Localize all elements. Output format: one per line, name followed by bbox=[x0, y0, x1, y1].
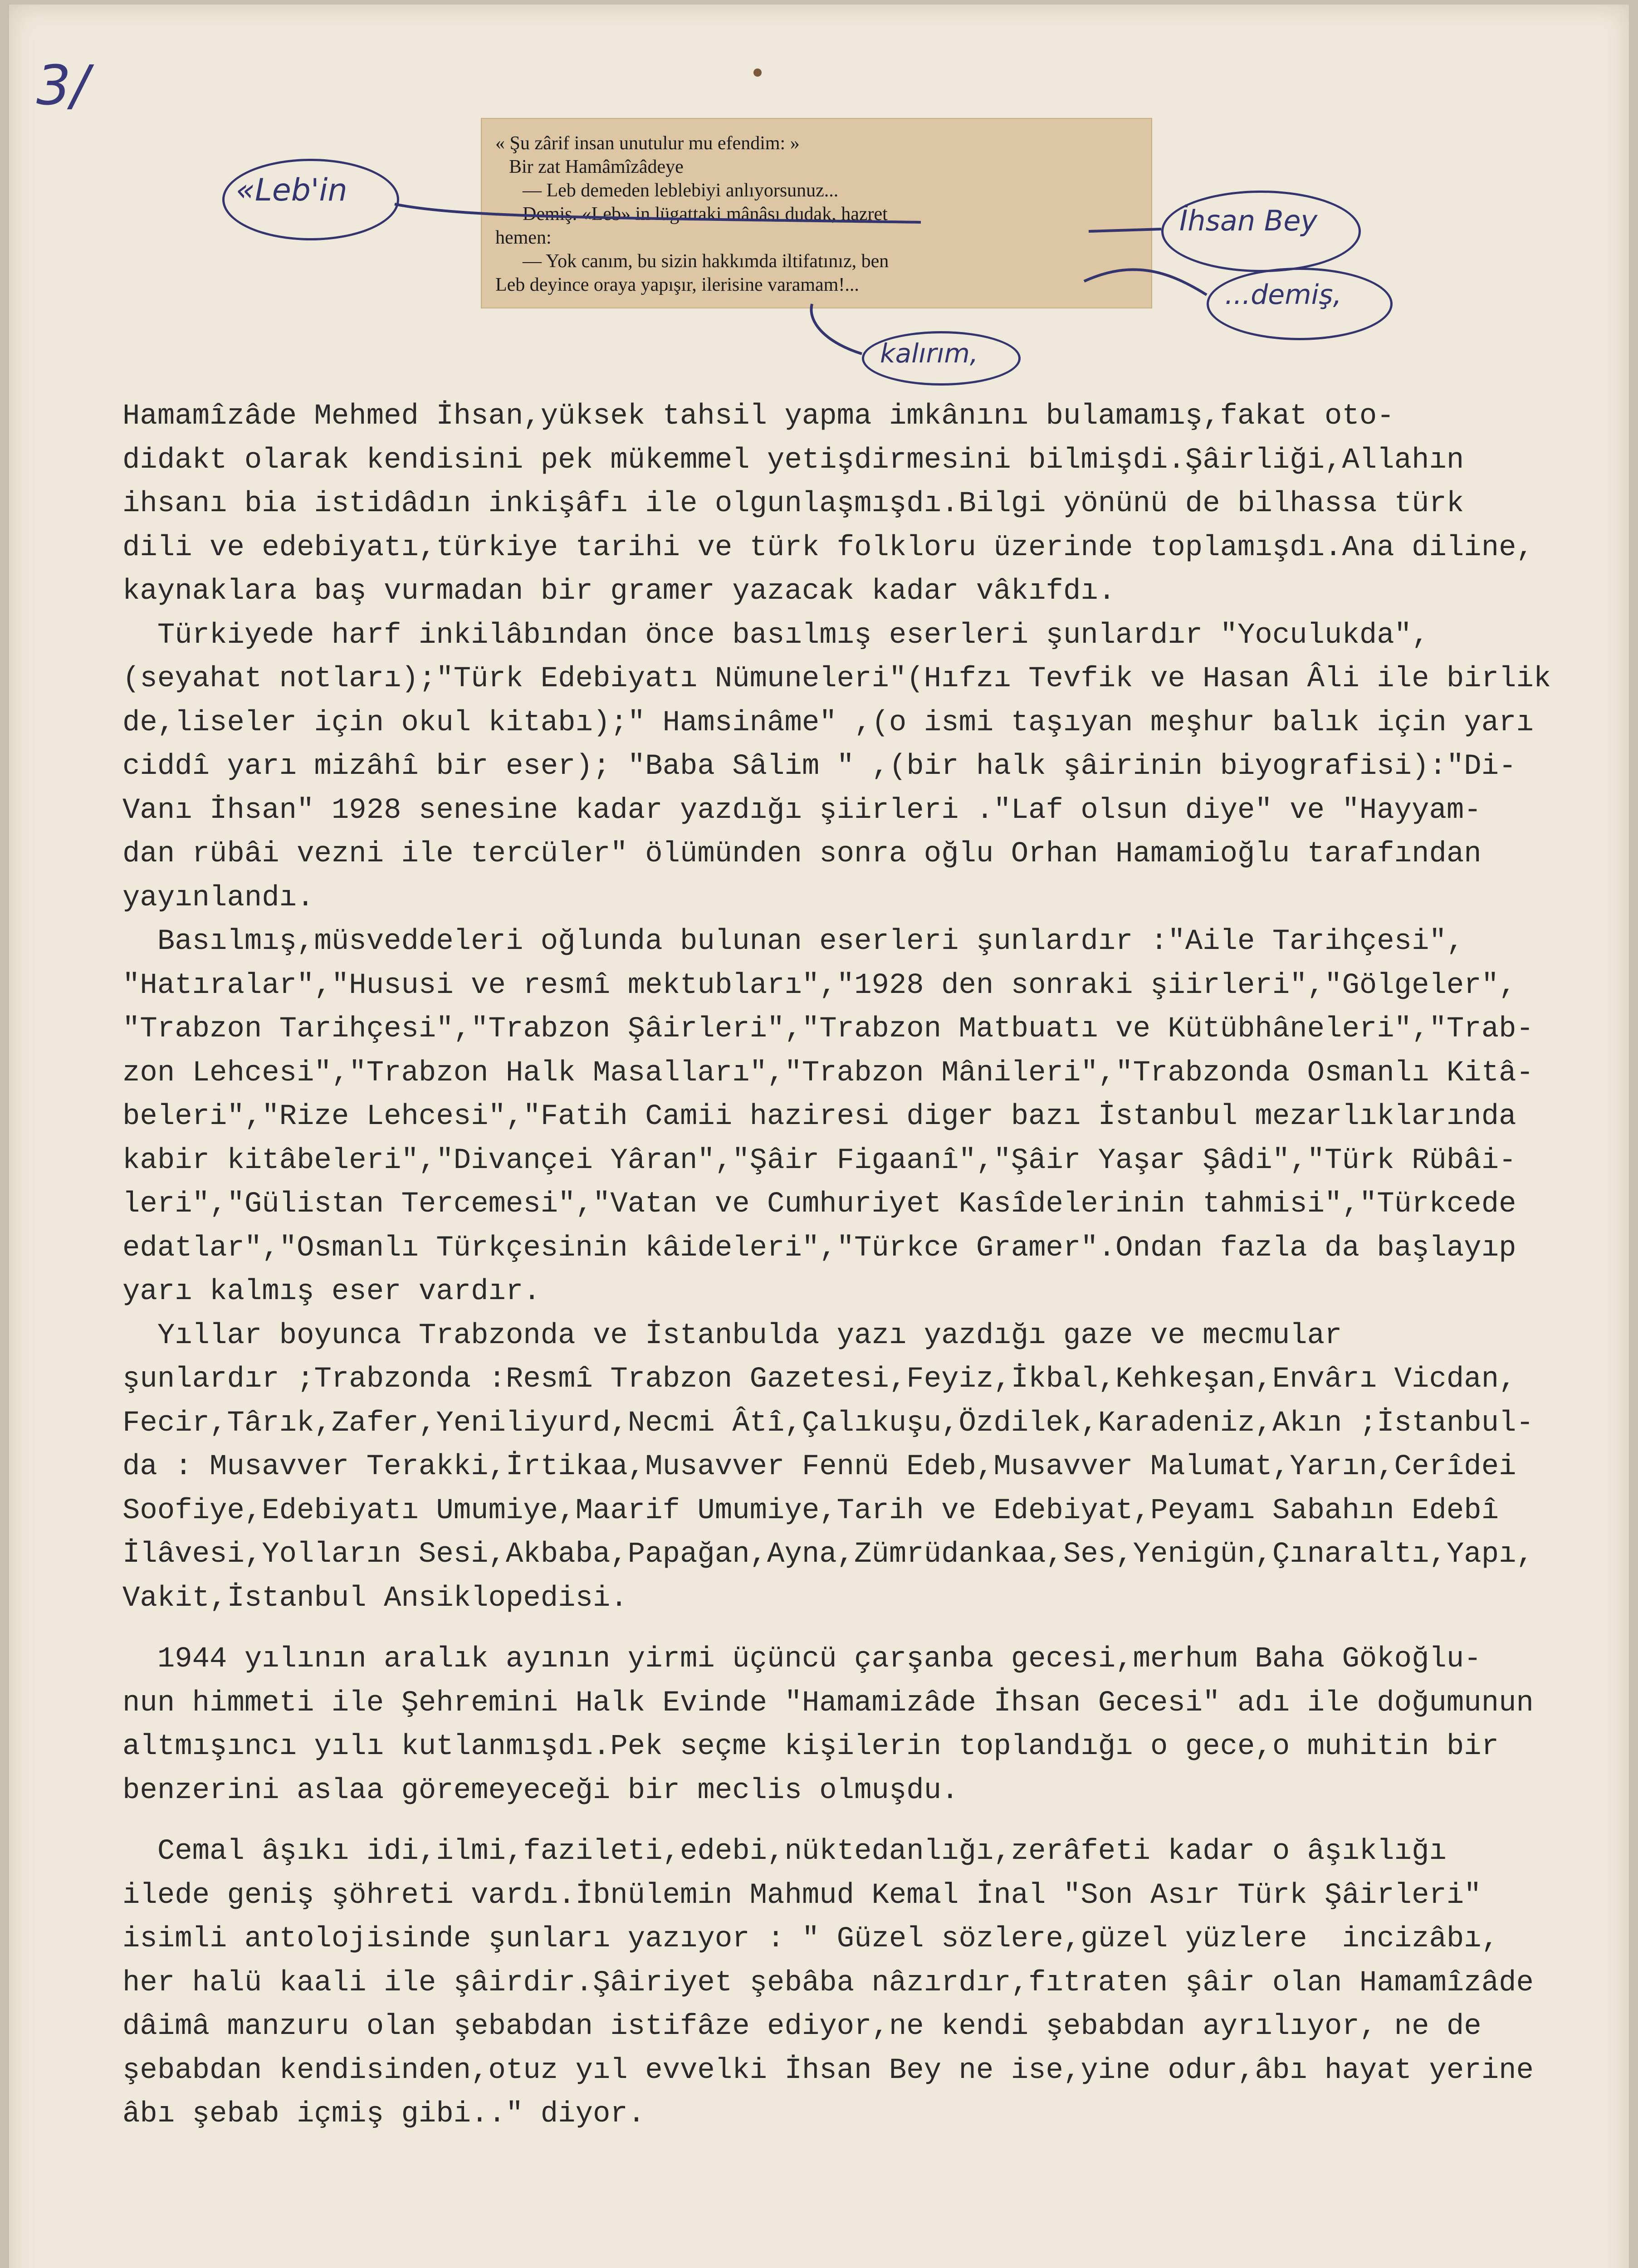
text-line: edatlar","Osmanlı Türkçesinin kâideleri","Türkce Gramer".Ondan fazla da başlayıp bbox=[122, 1232, 1516, 1265]
text-line: şebabdan kendisinden,otuz yıl evvelki İhsan Bey ne ise,yine odur,âbı hayat yerine bbox=[122, 2054, 1534, 2087]
clipping-line: — Leb demeden leblebiyi anlıyorsunuz... bbox=[523, 180, 839, 201]
clipping-line: Demiş. «Leb» in lügattaki mânâsı dudak, hazret bbox=[523, 204, 888, 225]
text-line: yarı kalmış eser vardır. bbox=[122, 1276, 541, 1308]
text-line: leri","Gülistan Tercemesi","Vatan ve Cumhuriyet Kasîdelerinin tahmisi","Türkcede bbox=[122, 1188, 1516, 1221]
text-line: dan rübâi vezni ile tercüler" ölümünden sonra oğlu Orhan Hamamioğlu tarafından bbox=[122, 838, 1482, 870]
text-line: da : Musavver Terakki,İrtikaa,Musavver Fennü Edeb,Musavver Malumat,Yarın,Cerîdei bbox=[122, 1451, 1516, 1483]
text-line: kaynaklara baş vurmadan bir gramer yazacak kadar vâkıfdı. bbox=[122, 575, 1116, 608]
annotation-right-top: İhsan Bey bbox=[1179, 204, 1318, 237]
text-line: kabir kitâbeleri","Divançei Yâran","Şâir Figaanî","Şâir Yaşar Şâdi","Türk Rübâi- bbox=[122, 1144, 1516, 1177]
clipping-line: hemen: bbox=[495, 227, 552, 248]
page-number: 3/ bbox=[36, 54, 89, 117]
clipping-line: « Şu zârif insan unutulur mu efendim: » bbox=[495, 133, 800, 154]
text-line: şunlardır ;Trabzonda :Resmî Trabzon Gazetesi,Feyiz,İkbal,Kehkeşan,Envârı Vicdan, bbox=[122, 1363, 1516, 1396]
text-line: nun himmeti ile Şehremini Halk Evinde "Hamamizâde İhsan Gecesi" adı ile doğumunun bbox=[122, 1686, 1534, 1720]
text-line: altmışıncı yılı kutlanmışdı.Pek seçme kişilerin toplandığı o gece,o muhitin bir bbox=[122, 1730, 1499, 1763]
text-line: ihsanı bia istidâdın inkişâfı ile olgunlaşmışdı.Bilgi yönünü de bilhassa türk bbox=[122, 488, 1464, 520]
text-line: Hamamîzâde Mehmed İhsan,yüksek tahsil yapma imkânını bulamamış,fakat oto- bbox=[122, 400, 1394, 433]
clipping-line: Leb deyince oraya yapışır, ilerisine varamam!... bbox=[495, 274, 859, 295]
text-line: Yıllar boyunca Trabzonda ve İstanbulda yazı yazdığı gaze ve mecmular bbox=[122, 1319, 1359, 1352]
text-line: her halü kaali ile şâirdir.Şâiriyet şebâba nâzırdır,fıtraten şâir olan Hamamîzâde bbox=[122, 1966, 1534, 1999]
text-line: ilede geniş şöhreti vardı.İbnülemin Mahmud Kemal İnal "Son Asır Türk Şâirleri" bbox=[122, 1879, 1482, 1912]
text-line: Soofiye,Edebiyatı Umumiye,Maarif Umumiye,Tarih ve Edebiyat,Peyamı Sabahın Edebî bbox=[122, 1494, 1499, 1527]
text-line: de,liseler için okul kitabı);" Hamsinâme" ,(o ismi taşıyan meşhur balık için yarı bbox=[122, 706, 1534, 739]
text-line: Cemal âşıkı idi,ilmi,fazileti,edebi,nüktedanlığı,zerâfeti kadar o âşıklığı bbox=[122, 1835, 1447, 1868]
text-line: Basılmış,müsveddeleri oğlunda bulunan eserleri şunlardır :"Aile Tarihçesi", bbox=[122, 925, 1464, 958]
annotation-bottom: kalırım, bbox=[880, 338, 978, 369]
text-line: dili ve edebiyatı,türkiye tarihi ve türk folkloru üzerinde toplamışdı.Ana diline, bbox=[122, 531, 1534, 564]
typewritten-text bbox=[122, 395, 1628, 2136]
text-line: Vakit,İstanbul Ansiklopedisi. bbox=[122, 1582, 628, 1615]
text-line: isimli antolojisinde şunları yazıyor : " Güzel sözlere,güzel yüzlere incizâbı, bbox=[122, 1923, 1499, 1955]
text-line: (seyahat notları);"Türk Edebiyatı Nümuneleri"(Hıfzı Tevfik ve Hasan Âli ile birlik bbox=[122, 663, 1551, 695]
text-line: beleri","Rize Lehcesi","Fatih Camii haziresi diger bazı İstanbul mezarlıklarında bbox=[122, 1100, 1516, 1133]
text-line: Türkiyede harf inkilâbından önce basılmış eserleri şunlardır "Yoculukda", bbox=[122, 619, 1429, 652]
text-line: 1944 yılının aralık ayının yirmi üçüncü çarşanba gecesi,merhum Baha Gökoğlu- bbox=[122, 1643, 1482, 1676]
annotation-right-bottom: ...demiş, bbox=[1225, 279, 1342, 311]
clipping-line: Bir zat Hamâmîzâdeye bbox=[509, 156, 684, 177]
document-page bbox=[9, 5, 1629, 2268]
text-line: didakt olarak kendisini pek mükemmel yetişdirmesini bilmişdi.Şâirliği,Allahın bbox=[122, 444, 1464, 477]
text-line: zon Lehcesi","Trabzon Halk Masalları","Trabzon Mânileri","Trabzonda Osmanlı Kitâ- bbox=[122, 1056, 1534, 1090]
text-line: yayınlandı. bbox=[122, 881, 314, 914]
text-line: İlâvesi,Yolların Sesi,Akbaba,Papağan,Ayna,Zümrüdankaa,Ses,Yenigün,Çınaraltı,Yapı, bbox=[122, 1538, 1534, 1571]
text-line: benzerini aslaa göremeyeceği bir meclis olmuşdu. bbox=[122, 1774, 959, 1807]
text-line: âbı şebab içmiş gibi.." diyor. bbox=[122, 2098, 645, 2131]
text-line: "Hatıralar","Hususi ve resmî mektubları","1928 den sonraki şiirleri","Gölgeler", bbox=[122, 969, 1516, 1002]
text-line: "Trabzon Tarihçesi","Trabzon Şâirleri","Trabzon Matbuatı ve Kütübhâneleri","Trab- bbox=[122, 1013, 1534, 1046]
text-line: Vanı İhsan" 1928 senesine kadar yazdığı şiirleri ."Laf olsun diye" ve "Hayyam- bbox=[122, 794, 1482, 827]
clipping-line: — Yok canım, bu sizin hakkımda iltifatınız, ben bbox=[523, 251, 889, 272]
text-line: Fecir,Târık,Zafer,Yeniliyurd,Necmi Âtî,Çalıkuşu,Özdilek,Karadeniz,Akın ;İstanbul- bbox=[122, 1407, 1534, 1440]
text-line: dâimâ manzuru olan şebabdan istifâze ediyor,ne kendi şebabdan ayrılıyor, ne de bbox=[122, 2010, 1482, 2043]
annotation-left: «Leb'in bbox=[236, 172, 347, 208]
text-line: ciddî yarı mizâhî bir eser); "Baba Sâlim " ,(bir halk şâirinin biyografisi):"Di- bbox=[122, 750, 1516, 783]
